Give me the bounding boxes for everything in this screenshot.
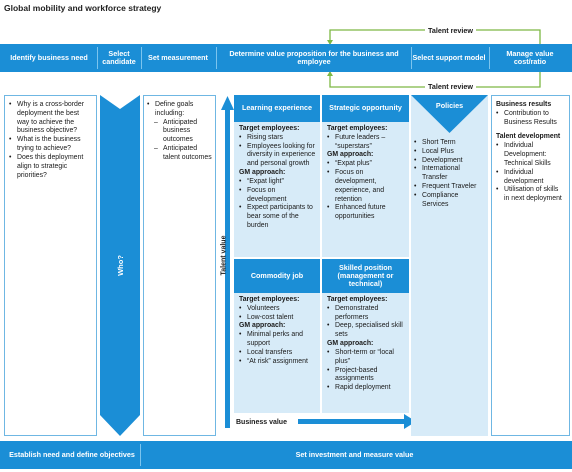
business-value-label: Business value bbox=[236, 419, 287, 426]
strategic-target-heading: Target employees: bbox=[327, 125, 388, 132]
measurement-goal-item: – Anticipated talent outcomes bbox=[147, 145, 212, 163]
header-set-measurement: Set measurement bbox=[148, 52, 208, 62]
strategic-target-item: • Future leaders – “superstars” bbox=[327, 134, 405, 152]
skilled-target-item: • Deep, specialised skill sets bbox=[327, 322, 405, 340]
learning-approach-heading: GM approach: bbox=[239, 169, 286, 177]
policy-item: • Frequent Traveler bbox=[414, 183, 477, 191]
policy-item: • Short Term bbox=[414, 139, 456, 146]
policy-item: • Development bbox=[414, 156, 463, 164]
quadrant-commodity-body bbox=[234, 293, 320, 413]
policies-title: Policies bbox=[435, 101, 464, 110]
header-manage-value: Manage value cost/ratio bbox=[506, 48, 554, 66]
skilled-approach-item: • Project-based assignments bbox=[327, 367, 405, 385]
header-select-candidate: Select candidate bbox=[102, 48, 136, 66]
measurement-goals-lead: • Define goals including: bbox=[147, 101, 212, 119]
skilled-target-item: • Demonstrated performers bbox=[327, 305, 405, 323]
skilled-approach-item: • Rapid deployment bbox=[327, 384, 405, 393]
commodity-approach-item: • “At risk” assignment bbox=[239, 358, 316, 367]
learning-approach-item: • “Expat light” bbox=[239, 178, 316, 187]
skilled-approach-heading: GM approach: bbox=[327, 340, 374, 348]
policies-list bbox=[414, 139, 486, 210]
phase-establish-need: Establish need and define objectives bbox=[9, 449, 135, 459]
commodity-target-item: • Low-cost talent bbox=[239, 314, 316, 323]
learning-target-item: • Rising stars bbox=[239, 134, 316, 143]
talent-review-label-bottom: Talent review bbox=[425, 82, 476, 91]
business-results-item: • Contribution to Business Results bbox=[496, 110, 565, 128]
talent-development-heading: Talent development bbox=[496, 133, 561, 141]
learning-approach-item: • Expect participants to bear some of the burden bbox=[239, 204, 316, 230]
talent-development-item: • Individual development bbox=[496, 169, 565, 187]
policy-item: • International Transfer bbox=[414, 165, 460, 182]
learning-approach-item: • Focus on development bbox=[239, 187, 316, 205]
commodity-approach-item: • Minimal perks and support bbox=[239, 331, 316, 349]
phase-set-investment: Set investment and measure value bbox=[295, 449, 414, 459]
commodity-target-item: • Volunteers bbox=[239, 305, 316, 314]
header-identify-business-need: Identify business need bbox=[10, 52, 88, 62]
measurement-goal-item: – Anticipated business outcomes bbox=[147, 119, 212, 145]
talent-development-item: • Individual Development: Technical Skills bbox=[496, 142, 565, 168]
business-need-question: • Does this deployment align to strategic priorities? bbox=[9, 154, 92, 180]
business-need-question: • Why is a cross-border deployment the best way to achieve the business objective? bbox=[9, 101, 92, 136]
skilled-target-heading: Target employees: bbox=[327, 296, 388, 303]
who-arrow-label: Who? bbox=[115, 255, 125, 276]
strategic-approach-item: • Focus on development, experience, and retention bbox=[327, 169, 405, 204]
quadrant-skilled-title: Skilled position (management or technical) bbox=[322, 259, 409, 293]
quadrant-skilled-body bbox=[322, 293, 409, 413]
quadrant-learning-body bbox=[234, 122, 320, 257]
business-need-question: • What is the business trying to achieve? bbox=[9, 136, 92, 154]
strategic-approach-item: • “Expat plus” bbox=[327, 160, 405, 169]
strategic-approach-heading: GM approach: bbox=[327, 151, 374, 159]
quadrant-commodity-title: Commodity job bbox=[234, 259, 320, 293]
business-need-panel bbox=[4, 95, 97, 436]
measurement-panel bbox=[143, 95, 216, 436]
commodity-approach-heading: GM approach: bbox=[239, 322, 286, 330]
talent-value-label-wrap bbox=[214, 230, 234, 280]
policy-item: • Local Plus bbox=[414, 147, 454, 155]
results-panel bbox=[491, 95, 570, 436]
skilled-approach-item: • Short-term or “local plus” bbox=[327, 349, 405, 367]
policy-item: • Compliance Services bbox=[414, 191, 459, 208]
who-arrow-label-wrap bbox=[100, 95, 140, 436]
header-select-support-model: Select support model bbox=[412, 52, 486, 62]
talent-value-axis-head bbox=[221, 96, 234, 110]
business-results-heading: Business results bbox=[496, 101, 552, 108]
header-value-proposition: Determine value proposition for the business and employee bbox=[229, 48, 399, 66]
quadrant-strategic-title: Strategic opportunity bbox=[322, 95, 409, 122]
header-divider bbox=[216, 47, 217, 69]
learning-target-heading: Target employees: bbox=[239, 125, 300, 132]
commodity-target-heading: Target employees: bbox=[239, 296, 300, 303]
talent-review-label-top: Talent review bbox=[425, 26, 476, 35]
commodity-approach-item: • Local transfers bbox=[239, 349, 316, 358]
business-value-axis bbox=[298, 419, 408, 424]
talent-value-label: Talent value bbox=[220, 235, 228, 275]
quadrant-strategic-body bbox=[322, 122, 409, 257]
quadrant-learning-title: Learning experience bbox=[234, 95, 320, 122]
talent-development-item: • Utilisation of skills in next deployment bbox=[496, 186, 565, 204]
diagram-title: Global mobility and workforce strategy bbox=[4, 3, 162, 13]
learning-target-item: • Employees looking for diversity in experience and personal growth bbox=[239, 143, 316, 169]
strategic-approach-item: • Enhanced future opportunities bbox=[327, 204, 405, 222]
